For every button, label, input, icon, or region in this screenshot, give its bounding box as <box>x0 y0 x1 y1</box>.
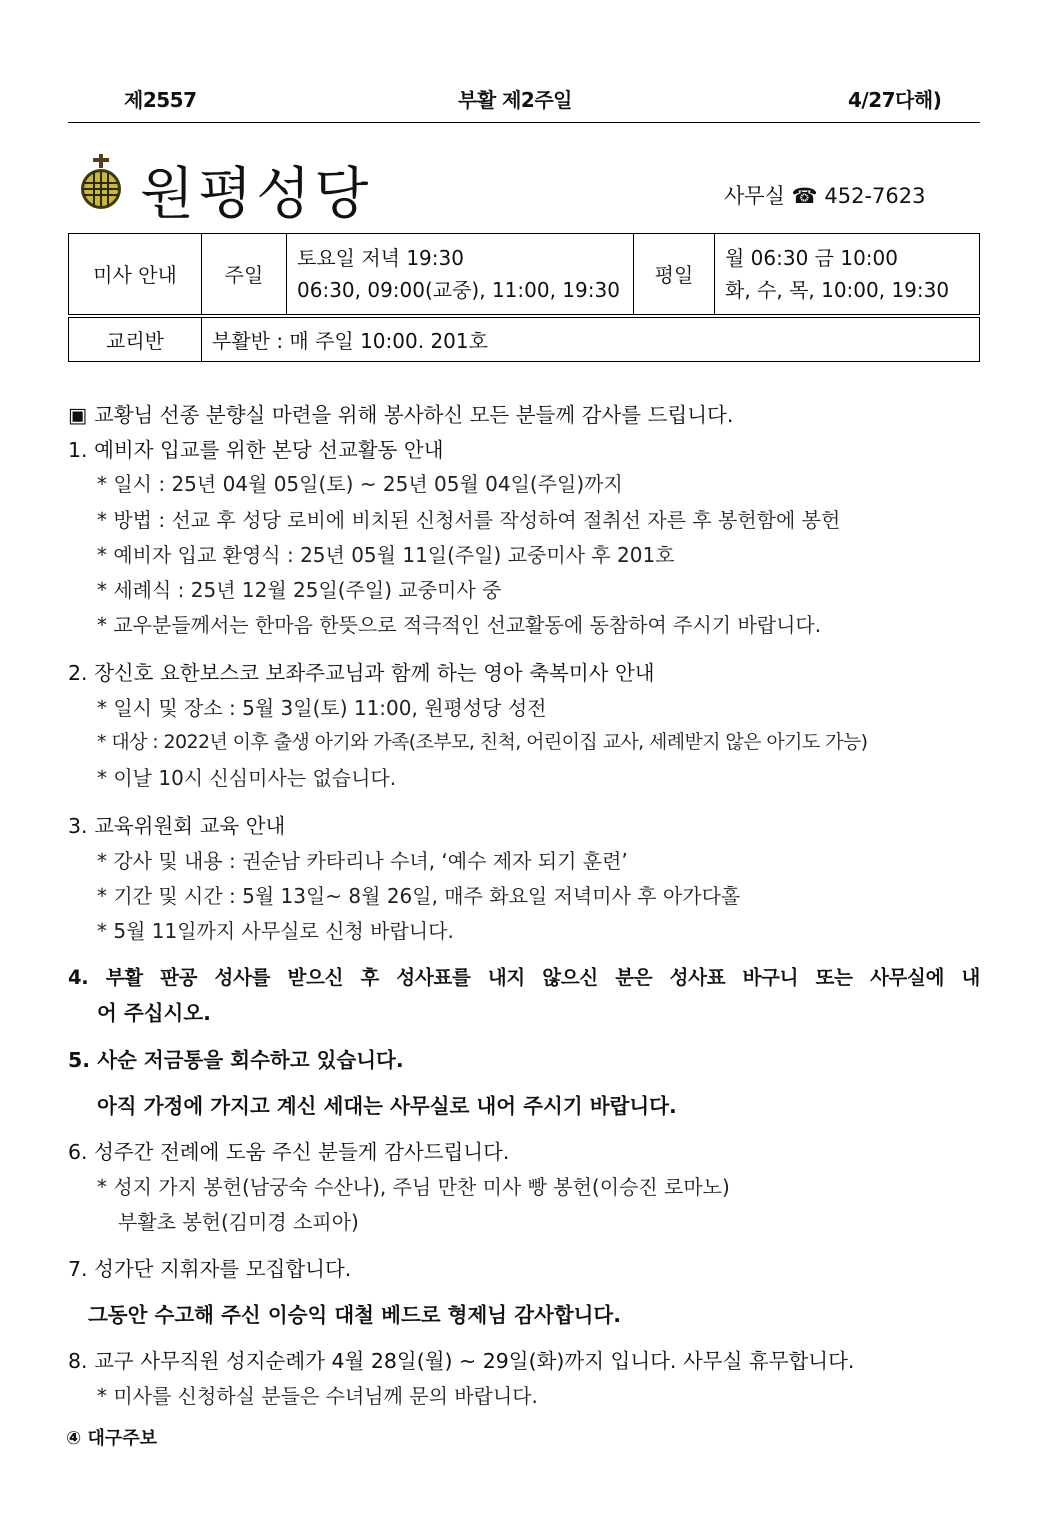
notice-4-line-2: 어 주십시오. <box>97 1001 211 1025</box>
notice-2-title: 2. 장신호 요한보스코 보좌주교님과 함께 하는 영아 축복미사 안내 <box>68 661 655 685</box>
notice-1-item: * 교우분들께서는 한마음 한뜻으로 적극적인 선교활동에 동참하여 주시기 바랍니다. <box>97 613 822 637</box>
notice-1-item: * 방법 : 선교 후 성당 로비에 비치된 신청서를 작성하여 절취선 자른 후 봉헌함에 봉헌 <box>97 508 841 532</box>
office-phone: 사무실 ☎ 452-7623 <box>724 184 926 208</box>
mass-label: 미사 안내 <box>69 234 202 316</box>
notice-7-line-1: 7. 성가단 지휘자를 모집합니다. <box>68 1257 352 1281</box>
class-label: 교리반 <box>69 316 202 362</box>
notice-7-line-2: 그동안 수고해 주신 이승익 대철 베드로 형제님 감사합니다. <box>88 1303 622 1327</box>
class-value: 부활반 : 매 주일 10:00. 201호 <box>202 316 980 362</box>
notice-1-item: * 세례식 : 25년 12월 25일(주일) 교중미사 중 <box>97 578 502 602</box>
notice-5-line-1: 5. 사순 저금통을 회수하고 있습니다. <box>68 1048 404 1072</box>
sunday-label: 주일 <box>202 234 287 316</box>
notice-6-title: 6. 성주간 전례에 도움 주신 분들게 감사드립니다. <box>68 1140 510 1164</box>
notice-2-item: * 이날 10시 신심미사는 없습니다. <box>97 766 397 790</box>
weekday-line-2: 화, 수, 목, 10:00, 19:30 <box>725 277 950 302</box>
notice-2-item: * 일시 및 장소 : 5월 3일(토) 11:00, 원평성당 성전 <box>97 696 547 720</box>
notice-3-item: * 기간 및 시간 : 5월 13일~ 8월 26일, 매주 화요일 저녁미사 후 아가다홀 <box>97 884 741 908</box>
notice-6-item: * 성지 가지 봉헌(남궁숙 수산나), 주님 만찬 미사 빵 봉헌(이승진 로마노) <box>97 1175 730 1199</box>
weekday-times <box>715 234 980 316</box>
notice-5-line-2: 아직 가정에 가지고 계신 세대는 사무실로 내어 주시기 바랍니다. <box>97 1094 677 1118</box>
notice-1-title: 1. 예비자 입교를 위한 본당 선교활동 안내 <box>68 438 444 462</box>
notice-4-line-1: 4. 부활 판공 성사를 받으신 후 성사표를 내지 않으신 분은 성사표 바구니 또는 사무실에 내 <box>68 966 980 989</box>
sunday-times <box>287 234 634 316</box>
weekday-label: 평일 <box>634 234 715 316</box>
notice-3-item: * 5월 11일까지 사무실로 신청 바랍니다. <box>97 919 454 943</box>
notice-3-title: 3. 교육위원회 교육 안내 <box>68 814 286 838</box>
page-footer: ④ 대구주보 <box>66 1428 158 1449</box>
issue-date: 4/27다해) <box>848 88 942 112</box>
notice-3-item: * 강사 및 내용 : 권순남 카타리나 수녀, ‘예수 제자 되기 훈련’ <box>97 849 628 873</box>
notice-6-item-cont: 부활초 봉헌(김미경 소피아) <box>118 1210 359 1234</box>
intro-notice: ▣ 교황님 선종 분향실 마련을 위해 봉사하신 모든 분들께 감사를 드립니다. <box>68 403 734 427</box>
notice-1-item: * 예비자 입교 환영식 : 25년 05월 11일(주일) 교중미사 후 201호 <box>97 543 675 567</box>
issue-number: 제2557 <box>124 88 197 112</box>
sunday-line-1: 토요일 저녁 19:30 <box>297 245 464 270</box>
notice-1-item: * 일시 : 25년 04월 05일(토) ~ 25년 05월 04일(주일)까지 <box>97 472 623 496</box>
notice-8-item: * 미사를 신청하실 분들은 수녀님께 문의 바랍니다. <box>97 1384 538 1408</box>
mass-schedule-table <box>68 233 980 362</box>
header-rule <box>68 122 980 123</box>
notice-2-item: * 대상 : 2022년 이후 출생 아기와 가족(조부모, 친척, 어린이집 교사, 세례받지 않은 아기도 가능) <box>97 731 868 753</box>
church-logo-icon <box>76 154 126 210</box>
church-name: 원평성당 <box>140 162 373 227</box>
liturgical-title: 부활 제2주일 <box>458 88 572 112</box>
sunday-line-2: 06:30, 09:00(교중), 11:00, 19:30 <box>297 277 620 302</box>
notice-8-line-1: 8. 교구 사무직원 성지순례가 4월 28일(월) ~ 29일(화)까지 입니다. 사무실 휴무합니다. <box>68 1349 855 1373</box>
weekday-line-1: 월 06:30 금 10:00 <box>725 245 898 270</box>
